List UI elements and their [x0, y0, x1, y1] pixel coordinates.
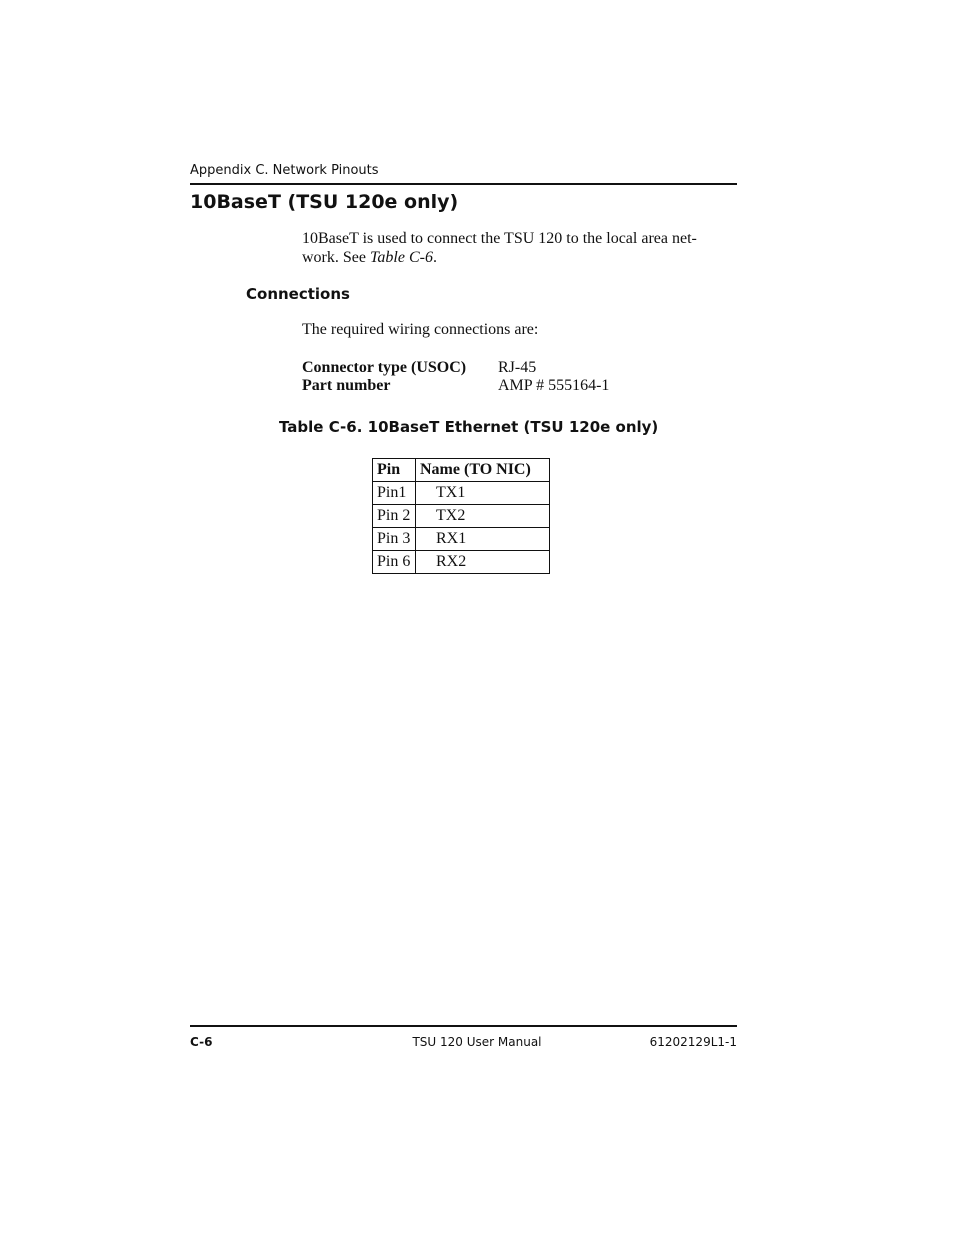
pin-cell: Pin1: [373, 482, 416, 505]
pinout-table: [372, 458, 550, 574]
document-number: 61202129L1-1: [649, 1035, 737, 1049]
table-row: [373, 482, 550, 505]
spec-value: AMP # 555164-1: [498, 377, 610, 394]
table-row: [373, 505, 550, 528]
table-caption: Table C-6. 10BaseT Ethernet (TSU 120e only): [279, 418, 659, 436]
page-number: C-6: [190, 1035, 213, 1049]
pin-cell: Pin 6: [373, 551, 416, 574]
intro-line-1: 10BaseT is used to connect the TSU 120 to the local area net-: [302, 230, 697, 247]
pin-cell: Pin 2: [373, 505, 416, 528]
header-rule: [190, 183, 737, 185]
name-cell: RX2: [416, 551, 550, 574]
name-cell: TX1: [416, 482, 550, 505]
spec-value: RJ-45: [498, 359, 537, 376]
intro-line-2-suffix: .: [432, 249, 437, 266]
table-row: [373, 528, 550, 551]
spec-label: Part number: [302, 377, 391, 394]
column-header-name: Name (TO NIC): [416, 459, 550, 482]
name-cell: TX2: [416, 505, 550, 528]
pin-cell: Pin 3: [373, 528, 416, 551]
footer-rule: [190, 1025, 737, 1027]
intro-line-2-prefix: work. See: [302, 249, 370, 266]
running-head: Appendix C. Network Pinouts: [190, 163, 379, 178]
table-header-row: [373, 459, 550, 482]
section-title: 10BaseT (TSU 120e only): [190, 191, 459, 213]
table-row: [373, 551, 550, 574]
connections-heading: Connections: [246, 285, 350, 303]
spec-label: Connector type (USOC): [302, 359, 467, 376]
table-reference: Table C-6: [369, 249, 433, 266]
required-connections-text: The required wiring connections are:: [302, 321, 539, 338]
intro-paragraph: [302, 229, 722, 267]
column-header-pin: Pin: [373, 459, 416, 482]
name-cell: RX1: [416, 528, 550, 551]
manual-title: TSU 120 User Manual: [412, 1035, 542, 1049]
